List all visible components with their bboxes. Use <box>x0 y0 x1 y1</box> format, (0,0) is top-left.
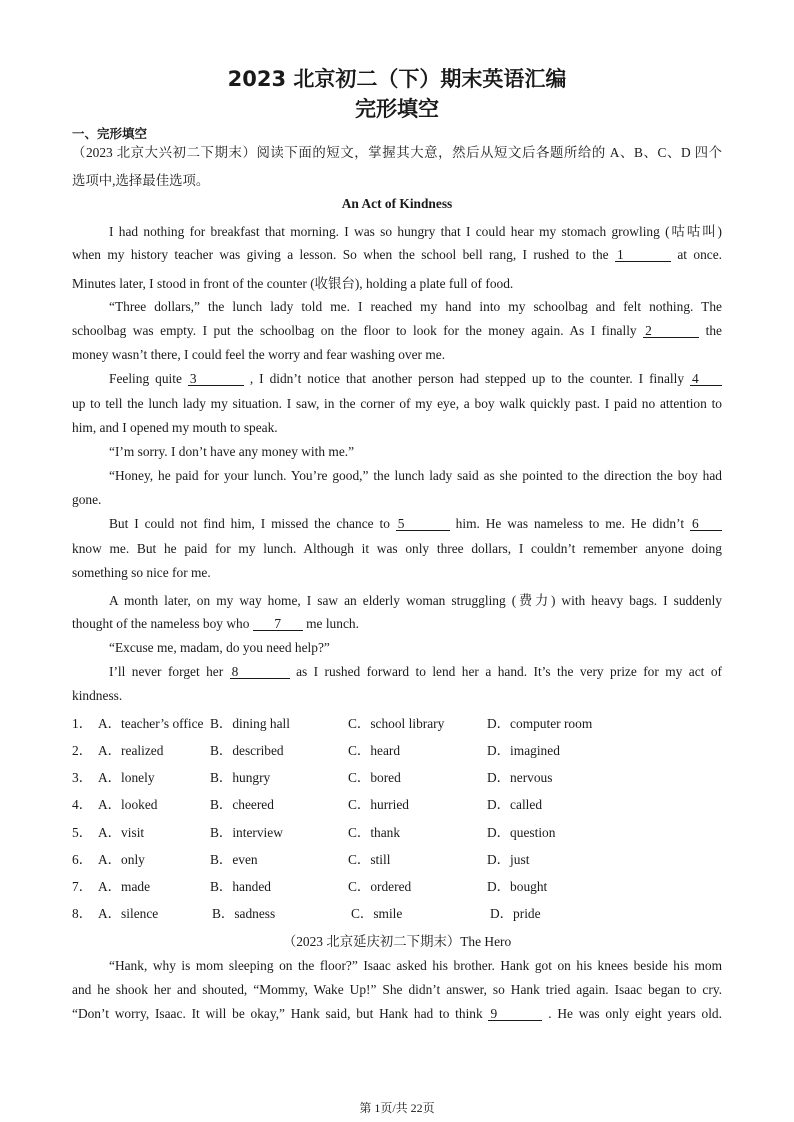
blank-5[interactable]: 5 <box>396 517 450 531</box>
option-b[interactable]: B．sadness <box>212 906 276 921</box>
passage-text: , I didn’t notice that another person had stepped up to the counter. I finally <box>249 371 685 386</box>
intro-line: （2023 北京大兴初二下期末）阅读下面的短文，掌握其大意，然后从短文后各题所给的 A、B、C、D 四个 <box>72 145 722 160</box>
section-heading: 一、完形填空 <box>72 126 148 141</box>
blank-9[interactable]: 9 <box>488 1007 542 1021</box>
passage-line: “Honey, he paid for your lunch. You’re good,” the lunch lady said as she pointed to the direction the boy had <box>109 468 722 483</box>
passage-text: But I could not find him, I missed the chance to <box>109 516 390 531</box>
question-number: 8． <box>72 906 93 921</box>
question-number: 4． <box>72 797 93 812</box>
passage-line <box>72 516 722 532</box>
option-b[interactable]: B．handed <box>210 879 271 894</box>
intro-line: 选项中,选择最佳选项。 <box>72 173 210 188</box>
passage-line: kindness. <box>72 688 123 703</box>
passage-text: him. He was nameless to me. He didn’t <box>455 516 685 531</box>
passage-title: （2023 北京延庆初二下期末）The Hero <box>282 934 512 949</box>
option-d[interactable]: D．nervous <box>487 770 553 785</box>
passage-text: as I rushed forward to lend her a hand. It’s the very prize for my act of <box>296 664 722 679</box>
passage-line: Minutes later, I stood in front of the counter (收银台), holding a plate full of food. <box>72 276 514 291</box>
option-c[interactable]: C．smile <box>351 906 403 921</box>
option-c[interactable]: C．hurried <box>348 797 409 812</box>
passage-line: something so nice for me. <box>72 565 211 580</box>
document-title: 2023 北京初二（下）期末英语汇编 <box>227 67 567 91</box>
blank-6[interactable]: 6 <box>690 517 722 531</box>
option-a[interactable]: A．made <box>98 879 151 894</box>
blank-3[interactable]: 3 <box>188 372 244 386</box>
passage-line: him, and I opened my mouth to speak. <box>72 420 278 435</box>
passage-text: . He was only eight years old. <box>548 1006 722 1021</box>
passage-line: gone. <box>72 492 102 507</box>
page-number: 第 1页/共 22页 <box>359 1101 435 1115</box>
passage-line: “I’m sorry. I don’t have any money with me.” <box>109 444 355 459</box>
option-a[interactable]: A．teacher’s office <box>98 716 204 731</box>
option-d[interactable]: D．just <box>487 852 530 867</box>
passage-text: me lunch. <box>306 616 359 631</box>
option-c[interactable]: C．heard <box>348 743 401 758</box>
question-number: 3． <box>72 770 93 785</box>
option-d[interactable]: D．question <box>487 825 556 840</box>
passage-line <box>72 323 722 339</box>
passage-line <box>72 371 722 387</box>
option-b[interactable]: B．dining hall <box>210 716 290 731</box>
passage-line: up to tell the lunch lady my situation. I saw, in the corner of my eye, a boy walk quickly past. I paid no attention to <box>72 396 722 411</box>
question-number: 7． <box>72 879 93 894</box>
option-d[interactable]: D．pride <box>490 906 541 921</box>
passage-line: “Three dollars,” the lunch lady told me. I reached my hand into my schoolbag and felt nothing. The <box>109 299 722 314</box>
passage-line <box>72 247 722 263</box>
passage-text: Feeling quite <box>109 371 182 386</box>
document-subtitle: 完形填空 <box>355 97 439 121</box>
passage-text: at once. <box>677 247 722 262</box>
option-a[interactable]: A．realized <box>98 743 164 758</box>
option-b[interactable]: B．hungry <box>210 770 271 785</box>
option-b[interactable]: B．cheered <box>210 797 274 812</box>
passage-line: A month later, on my way home, I saw an elderly woman struggling (费力) with heavy bags. I suddenly <box>109 593 722 608</box>
blank-1[interactable]: 1 <box>615 248 671 262</box>
passage-line: and he shook her and shouted, “Mommy, Wake Up!” She didn’t answer, so Hank tried again. Isaac began to cry. <box>72 982 722 997</box>
passage-line <box>72 664 722 680</box>
option-a[interactable]: A．looked <box>98 797 158 812</box>
passage-line: I had nothing for breakfast that morning. I was so hungry that I could hear my stomach growling (咕咕叫) <box>109 224 722 239</box>
option-d[interactable]: D．computer room <box>487 716 593 731</box>
blank-2[interactable]: 2 <box>643 324 699 338</box>
question-number: 2． <box>72 743 93 758</box>
passage-line <box>72 1006 722 1022</box>
option-b[interactable]: B．interview <box>210 825 283 840</box>
option-c[interactable]: C．still <box>348 852 391 867</box>
passage-line: know me. But he paid for my lunch. Although it was only three dollars, I couldn’t remember anyone doing <box>72 541 722 556</box>
passage-text: thought of the nameless boy who <box>72 616 250 631</box>
passage-line: “Excuse me, madam, do you need help?” <box>109 640 330 655</box>
option-a[interactable]: A．lonely <box>98 770 155 785</box>
blank-4[interactable]: 4 <box>690 372 722 386</box>
passage-text: “Don’t worry, Isaac. It will be okay,” Hank said, but Hank had to think <box>72 1006 483 1021</box>
option-d[interactable]: D．imagined <box>487 743 560 758</box>
option-c[interactable]: C．bored <box>348 770 401 785</box>
option-d[interactable]: D．called <box>487 797 543 812</box>
blank-7[interactable]: 7 <box>253 617 303 631</box>
option-c[interactable]: C．school library <box>348 716 445 731</box>
passage-line: money wasn’t there, I could feel the worry and fear washing over me. <box>72 347 446 362</box>
option-b[interactable]: B．described <box>210 743 284 758</box>
passage-text: the <box>705 323 722 338</box>
passage-line <box>72 616 722 632</box>
option-b[interactable]: B．even <box>210 852 258 867</box>
question-number: 5． <box>72 825 93 840</box>
blank-8[interactable]: 8 <box>230 665 290 679</box>
option-c[interactable]: C．thank <box>348 825 401 840</box>
question-number: 6． <box>72 852 93 867</box>
question-number: 1． <box>72 716 93 731</box>
passage-title: An Act of Kindness <box>341 196 453 211</box>
option-a[interactable]: A．only <box>98 852 145 867</box>
option-a[interactable]: A．visit <box>98 825 145 840</box>
passage-text: when my history teacher was giving a lesson. So when the school bell rang, I rushed to the <box>72 247 609 262</box>
option-a[interactable]: A．silence <box>98 906 159 921</box>
passage-text: I’ll never forget her <box>109 664 224 679</box>
option-d[interactable]: D．bought <box>487 879 548 894</box>
passage-line: “Hank, why is mom sleeping on the floor?” Isaac asked his brother. Hank got on his knees beside his mom <box>109 958 722 973</box>
passage-text: schoolbag was empty. I put the schoolbag on the floor to look for the money again. As I finally <box>72 323 637 338</box>
option-c[interactable]: C．ordered <box>348 879 412 894</box>
